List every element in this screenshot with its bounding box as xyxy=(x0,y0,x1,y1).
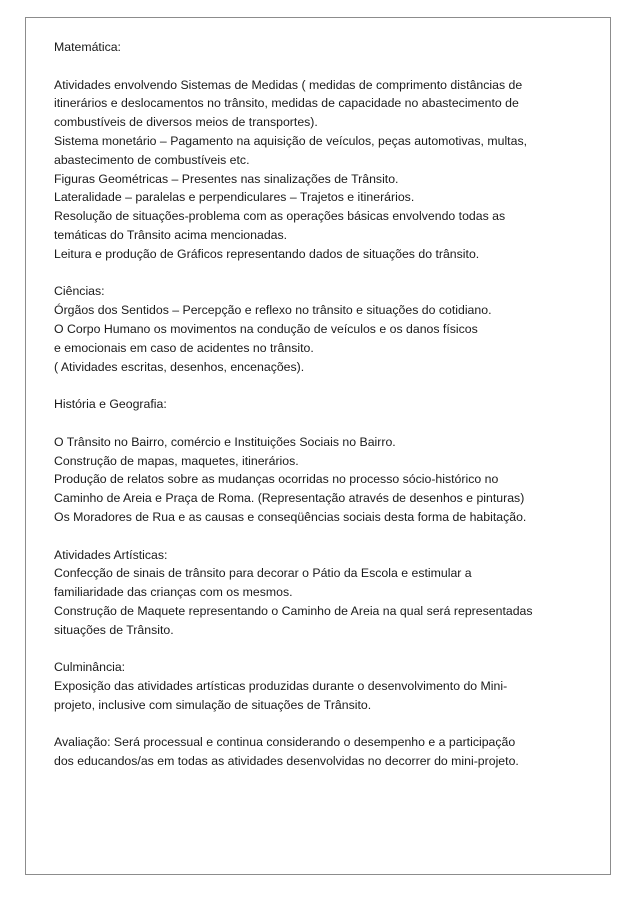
section-spacer xyxy=(54,376,611,395)
text-line: O Trânsito no Bairro, comércio e Instituições Sociais no Bairro. xyxy=(54,434,396,449)
text-line: Construção de Maquete representando o Caminho de Areia na qual será representadas xyxy=(54,603,533,618)
text-line: Construção de mapas, maquetes, itinerários. xyxy=(54,453,299,468)
text-line: Órgãos dos Sentidos – Percepção e reflexo no trânsito e situações do cotidiano. xyxy=(54,303,492,318)
heading-spacer xyxy=(54,414,611,433)
text-line: temáticas do Trânsito acima mencionadas. xyxy=(54,227,288,242)
text-line: O Corpo Humano os movimentos na condução de veículos e os danos físicos xyxy=(54,321,478,336)
text-line: Caminho de Areia e Praça de Roma. (Representação através de desenhos e pinturas) xyxy=(54,491,525,506)
text-line: Exposição das atividades artísticas produzidas durante o desenvolvimento do Mini- xyxy=(54,679,508,694)
text-line: e emocionais em caso de acidentes no trânsito. xyxy=(54,340,314,355)
section-atividades-artisticas xyxy=(54,546,611,640)
section-heading: Ciências: xyxy=(54,284,105,299)
section-avaliacao xyxy=(54,733,611,771)
text-line: Leitura e produção de Gráficos representando dados de situações do trânsito. xyxy=(54,246,480,261)
text-line: familiaridade das crianças com os mesmos. xyxy=(54,585,293,600)
text-line: Resolução de situações-problema com as operações básicas envolvendo todas as xyxy=(54,209,506,224)
section-culminancia xyxy=(54,658,611,714)
text-line: abastecimento de combustíveis etc. xyxy=(54,152,250,167)
text-line: Sistema monetário – Pagamento na aquisição de veículos, peças automotivas, multas, xyxy=(54,133,528,148)
section-heading: Matemática: xyxy=(54,40,121,54)
text-line: Avaliação: Será processual e continua considerando o desempenho e a participação xyxy=(54,735,516,750)
section-spacer xyxy=(54,715,611,734)
text-line: Atividades envolvendo Sistemas de Medidas ( medidas de comprimento distâncias de xyxy=(54,77,523,92)
text-line: Figuras Geométricas – Presentes nas sinalizações de Trânsito. xyxy=(54,171,399,186)
section-heading: Atividades Artísticas: xyxy=(54,547,168,562)
text-line: dos educandos/as em todas as atividades desenvolvidas no decorrer do mini-projeto. xyxy=(54,754,519,769)
section-ciencias xyxy=(54,282,611,376)
text-line: situações de Trânsito. xyxy=(54,622,174,637)
text-line: Produção de relatos sobre as mudanças ocorridas no processo sócio-histórico no xyxy=(54,472,499,487)
text-line: Lateralidade – paralelas e perpendiculares – Trajetos e itinerários. xyxy=(54,190,415,205)
heading-spacer xyxy=(54,57,611,76)
document-page xyxy=(25,17,611,875)
text-line: combustíveis de diversos meios de transportes). xyxy=(54,115,318,130)
section-heading: História e Geografia: xyxy=(54,397,167,412)
section-spacer xyxy=(54,527,611,546)
text-line: Confecção de sinais de trânsito para decorar o Pátio da Escola e estimular a xyxy=(54,566,472,581)
text-line: itinerários e deslocamentos no trânsito, medidas de capacidade no abastecimento de xyxy=(54,96,519,111)
section-matematica xyxy=(54,38,611,264)
document-body xyxy=(54,38,611,771)
text-line: ( Atividades escritas, desenhos, encenações). xyxy=(54,359,305,374)
section-historia-geografia xyxy=(54,395,611,527)
text-line: Os Moradores de Rua e as causas e conseqüências sociais desta forma de habitação. xyxy=(54,509,527,524)
text-line: projeto, inclusive com simulação de situações de Trânsito. xyxy=(54,697,372,712)
section-spacer xyxy=(54,264,611,283)
section-heading: Culminância: xyxy=(54,660,126,675)
section-spacer xyxy=(54,640,611,659)
